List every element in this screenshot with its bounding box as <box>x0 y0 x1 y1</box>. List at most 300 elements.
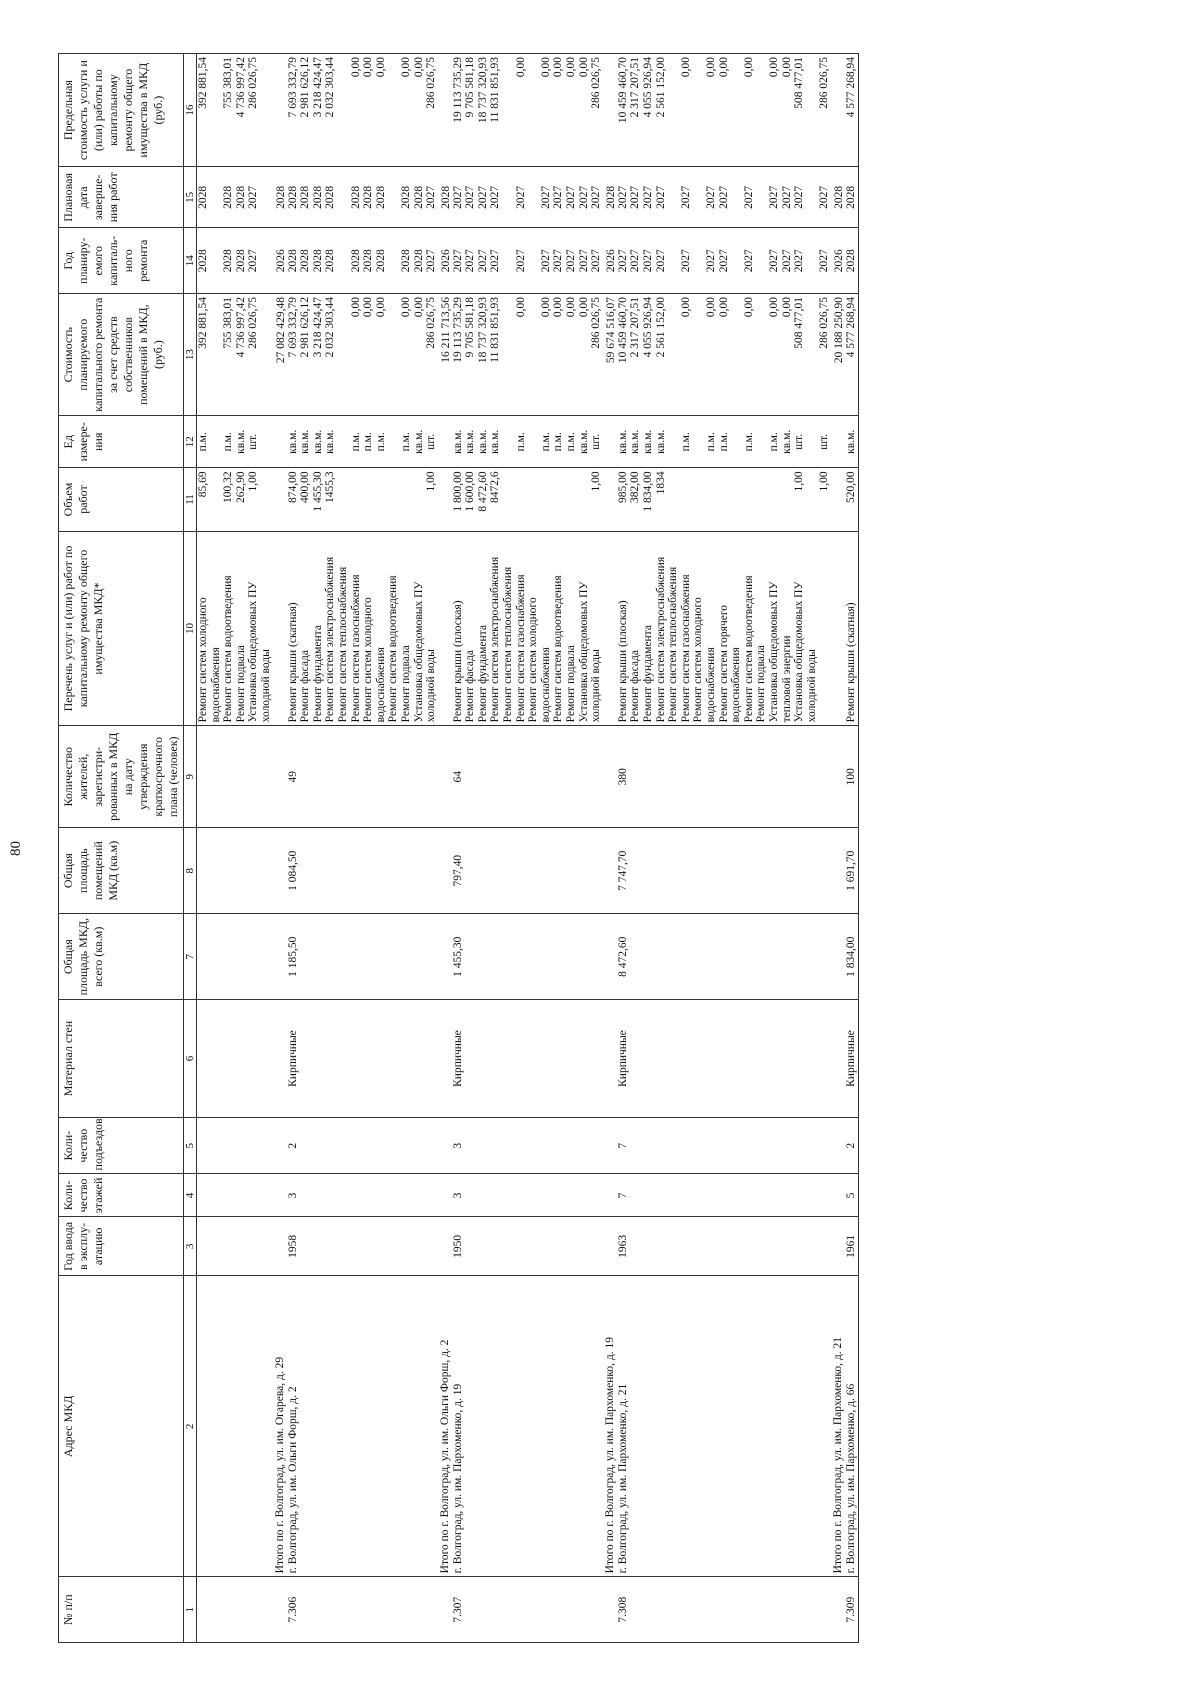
end-date: 2028 <box>197 185 209 209</box>
plan-year: 2027 <box>793 249 806 273</box>
col-header: Стоимость планируемого капитального ремонта за счет средств собственников помещений в МКД, (руб.) <box>59 294 184 416</box>
work-volume: 520,00 <box>844 471 857 503</box>
work-cost-cell <box>452 294 603 416</box>
work-unit: п.м. <box>197 432 209 452</box>
total-cell <box>831 1000 845 1118</box>
work-item-list <box>845 535 858 723</box>
total-cell <box>831 828 845 914</box>
plan-year: 2027 <box>489 249 502 273</box>
plan-year: 2028 <box>324 249 337 273</box>
work-cost-cell <box>197 294 273 416</box>
work-volume: 1834 <box>654 471 667 495</box>
limit-cost: 0,00 <box>399 57 412 78</box>
limit-cost <box>806 57 819 163</box>
end-date: 2027 <box>425 185 438 209</box>
total-cell <box>831 228 845 294</box>
end-date: 2028 <box>286 185 299 209</box>
total-cell <box>273 914 287 1000</box>
work-volume-cell <box>287 468 438 531</box>
work-item: Ремонт систем холодного водоснабжения <box>197 597 222 723</box>
work-cost: 9 705 581,18 <box>464 297 477 358</box>
work-volume: 1,00 <box>818 471 831 492</box>
house-row <box>617 54 831 1643</box>
plan-year: 2028 <box>412 249 425 273</box>
end-date: 2027 <box>476 185 489 209</box>
end-date-list <box>287 170 438 224</box>
total-row <box>603 54 617 1643</box>
work-cost: 0,00 <box>767 297 780 318</box>
limit-cost: 0,00 <box>780 57 793 78</box>
total-cost: 59 674 516,07 <box>604 297 617 364</box>
work-volume: 1,00 <box>425 471 438 492</box>
work-unit: кв.м. <box>654 429 667 454</box>
limit-cost-list <box>617 57 831 163</box>
limit-cost: 286 026,75 <box>425 57 438 109</box>
work-volume <box>362 471 375 527</box>
total-area-cell <box>845 914 858 1000</box>
end-date: 2027 <box>818 185 831 209</box>
column-number: 3 <box>184 1217 197 1276</box>
total-cell <box>273 54 287 167</box>
work-item: Ремонт систем электроснабжения <box>654 556 667 723</box>
house-address-cell <box>287 1276 438 1577</box>
resident-count-cell <box>197 726 273 828</box>
work-cost: 0,00 <box>349 297 362 318</box>
plan-year: 2027 <box>654 249 667 273</box>
total-cell <box>603 416 617 468</box>
work-item: Ремонт фундамента <box>476 625 489 723</box>
work-volume-cell <box>197 468 273 531</box>
end-date: 2028 <box>374 185 387 209</box>
work-volume <box>337 471 350 527</box>
work-unit: п.м. <box>717 432 730 452</box>
entrance-count-cell <box>845 1117 858 1174</box>
total-cell <box>603 1117 617 1174</box>
work-cost: 286 026,75 <box>590 297 603 349</box>
work-item: Ремонт систем водоотведения <box>222 575 235 723</box>
total-cell <box>603 531 617 726</box>
work-item: Ремонт систем теплоснабжения <box>336 566 349 723</box>
column-number: 15 <box>184 167 197 228</box>
work-item-cell <box>617 531 831 726</box>
resident-count-cell <box>845 726 858 828</box>
end-date-cell <box>287 167 438 228</box>
work-unit-list <box>287 419 438 464</box>
work-volume: 1,00 <box>590 471 603 492</box>
entrance-count: 3 <box>451 1142 464 1149</box>
limit-cost: 0,00 <box>767 57 780 78</box>
work-item: Ремонт систем холодного водоснабжения <box>527 597 552 723</box>
plan-year-list <box>845 231 858 290</box>
end-date: 2027 <box>717 185 730 209</box>
work-unit <box>502 419 515 464</box>
work-unit: п.м. <box>565 432 578 452</box>
work-volume: 1,00 <box>247 471 260 492</box>
total-cell <box>273 1217 287 1276</box>
end-date: 2027 <box>642 185 654 209</box>
work-unit: п.м. <box>679 432 692 452</box>
work-item: Ремонт систем водоотведения <box>387 575 400 723</box>
work-cost: 0,00 <box>577 297 590 318</box>
work-volume-list <box>452 471 603 527</box>
col-header: Год ввода в эксплу-атацию <box>59 1217 184 1276</box>
end-date: 2027 <box>629 185 642 209</box>
end-date-list <box>452 170 603 224</box>
resident-count: 49 <box>286 771 299 783</box>
total-cell <box>438 1217 452 1276</box>
work-volume: 8472,6 <box>489 471 502 503</box>
work-cost: 0,00 <box>514 297 527 318</box>
end-date: 2027 <box>679 185 692 209</box>
total-label: Итого по г. Волгоград, ул. им. Ольги Форш, д. 2 <box>438 1339 451 1574</box>
total-cell <box>273 726 287 828</box>
col-header: Общая площадь МКД, всего (кв.м) <box>59 914 184 1000</box>
work-cost-list <box>197 297 260 412</box>
plan-year: 2027 <box>818 249 831 273</box>
total-cost: 20 188 250,90 <box>832 297 845 364</box>
work-item-list <box>617 535 819 723</box>
work-item: Установка общедомовых ПУ холодной воды <box>577 581 603 723</box>
column-number: 6 <box>184 1000 197 1118</box>
work-unit: кв.м. <box>286 429 299 454</box>
plan-year-list <box>287 231 438 290</box>
rooms-area-cell <box>287 828 438 914</box>
work-cost: 0,00 <box>565 297 578 318</box>
column-number: 10 <box>184 531 197 726</box>
work-unit: п.м. <box>514 432 527 452</box>
plan-year-list <box>452 231 603 290</box>
limit-cost: 3 218 424,47 <box>311 57 324 118</box>
work-unit: п.м. <box>767 432 780 452</box>
end-date: 2028 <box>399 185 412 209</box>
work-volume: 1 455,30 <box>311 471 324 512</box>
work-unit: кв.м. <box>451 429 464 454</box>
floor-count: 5 <box>844 1192 857 1199</box>
plan-year-cell <box>617 228 831 294</box>
resident-count-cell <box>452 726 603 828</box>
work-cost-cell <box>617 294 831 416</box>
work-unit-list <box>845 419 858 464</box>
plan-year: 2028 <box>399 249 412 273</box>
work-item-cell <box>197 531 273 726</box>
limit-cost-list <box>845 57 858 163</box>
total-cell <box>831 468 845 531</box>
floor-count-cell <box>197 1174 273 1217</box>
end-date <box>210 170 223 224</box>
work-volume-list <box>845 471 858 527</box>
total-cell <box>273 1276 287 1577</box>
end-date: 2028 <box>324 185 337 209</box>
total-cell <box>438 468 452 531</box>
plan-year: 2027 <box>742 249 755 273</box>
work-item: Ремонт систем электроснабжения <box>324 556 337 723</box>
limit-cost: 0,00 <box>704 57 717 78</box>
year-built: 1950 <box>451 1234 464 1258</box>
total-cell <box>603 1000 617 1118</box>
end-date: 2027 <box>552 185 565 209</box>
house-address: г. Волгоград, ул. им. Пархоменко, д. 21 <box>616 1383 629 1574</box>
total-label: Итого по г. Волгоград, ул. им. Пархоменко, д. 19 <box>603 1337 616 1574</box>
total-cell <box>273 416 287 468</box>
plan-year-cell <box>197 228 273 294</box>
work-item: Ремонт систем теплоснабжения <box>502 566 515 723</box>
total-end-date: 2028 <box>832 185 845 209</box>
work-unit <box>210 419 223 464</box>
limit-cost: 11 831 851,93 <box>489 57 502 123</box>
work-item: Ремонт фундамента <box>642 625 654 723</box>
rooms-area-cell <box>197 828 273 914</box>
work-unit: кв.м. <box>324 429 337 454</box>
work-item-list <box>197 535 273 723</box>
total-cell <box>603 726 617 828</box>
year-built-cell <box>452 1217 603 1276</box>
plan-year <box>730 231 743 290</box>
total-cell <box>273 228 287 294</box>
total-label: Итого по г. Волгоград, ул. им. Огарева, д. 29 <box>273 1356 286 1574</box>
work-cost: 4 736 997,42 <box>234 297 247 358</box>
work-volume <box>667 471 680 527</box>
total-cell <box>438 167 452 228</box>
limit-cost <box>667 57 680 163</box>
work-unit: кв.м. <box>311 429 324 454</box>
limit-cost: 755 383,01 <box>222 57 235 109</box>
work-item: Ремонт крыши (плоская) <box>451 600 464 723</box>
end-date <box>387 170 400 224</box>
total-cost: 16 211 713,56 <box>439 297 452 363</box>
work-volume <box>527 471 540 527</box>
plan-year: 2028 <box>234 249 247 273</box>
limit-cost-cell <box>845 54 858 167</box>
work-unit: кв.м. <box>629 429 642 454</box>
work-volume <box>755 471 768 527</box>
plan-year: 2027 <box>642 249 654 273</box>
work-cost-cell <box>845 294 858 416</box>
work-cost <box>527 297 540 412</box>
work-cost: 2 561 152,00 <box>654 297 667 358</box>
work-unit: кв.м. <box>464 429 477 454</box>
wall-material-cell <box>197 1000 273 1118</box>
total-cell <box>438 914 452 1000</box>
work-item: Ремонт крыши (скатная) <box>844 602 857 723</box>
work-unit: п.м. <box>552 432 565 452</box>
year-built-cell <box>617 1217 831 1276</box>
work-cost: 508 477,01 <box>793 297 806 349</box>
work-item: Установка общедомовых ПУ холодной воды <box>412 581 438 723</box>
total-cell <box>831 1276 845 1577</box>
total-area-cell <box>617 914 831 1000</box>
plan-year: 2027 <box>514 249 527 273</box>
end-date: 2027 <box>780 185 793 209</box>
page-number: 80 <box>8 841 24 856</box>
work-volume <box>768 471 781 527</box>
limit-cost: 0,00 <box>742 57 755 78</box>
work-volume <box>806 471 819 527</box>
rooms-area: 797,40 <box>451 854 464 887</box>
total-area: 1 834,00 <box>844 936 857 977</box>
work-volume <box>781 471 794 527</box>
work-item: Ремонт систем теплоснабжения <box>667 566 680 723</box>
work-unit: кв.м. <box>616 429 629 454</box>
limit-cost: 508 477,01 <box>793 57 806 109</box>
house-number-cell <box>452 1577 603 1643</box>
end-date: 2027 <box>489 185 502 209</box>
limit-cost: 4 736 997,42 <box>234 57 247 118</box>
total-cell <box>603 1217 617 1276</box>
work-cost: 0,00 <box>704 297 717 318</box>
total-cell <box>273 531 287 726</box>
work-unit: кв.м. <box>299 429 312 454</box>
plan-year <box>755 231 768 290</box>
work-cost <box>387 297 400 412</box>
end-date-cell <box>845 167 858 228</box>
end-date: 2027 <box>247 185 260 209</box>
work-unit <box>667 419 680 464</box>
work-cost: 0,00 <box>539 297 552 318</box>
house-number: 7.308 <box>616 1596 629 1623</box>
house-address-cell <box>197 1276 273 1577</box>
plan-year: 2027 <box>717 249 730 273</box>
work-cost: 0,00 <box>412 297 425 318</box>
wall-material-cell <box>287 1000 438 1118</box>
house-number: 7.309 <box>844 1596 857 1623</box>
plan-year <box>337 231 350 290</box>
work-unit: шт. <box>793 433 806 450</box>
limit-cost: 0,00 <box>412 57 425 78</box>
total-cell <box>831 1117 845 1174</box>
total-cell <box>603 828 617 914</box>
work-item: Ремонт подвала <box>399 645 412 723</box>
work-volume <box>502 471 515 527</box>
total-cell <box>273 468 287 531</box>
house-address-cell <box>452 1276 603 1577</box>
plan-year <box>387 231 400 290</box>
end-date <box>730 170 743 224</box>
end-date: 2027 <box>539 185 552 209</box>
column-number: 11 <box>184 468 197 531</box>
limit-cost: 0,00 <box>362 57 375 78</box>
work-volume-list <box>617 471 831 527</box>
work-cost: 0,00 <box>374 297 387 318</box>
house-address: г. Волгоград, ул. им. Ольги Форш, д. 2 <box>286 1386 299 1574</box>
end-date-list <box>197 170 260 224</box>
plan-year: 2027 <box>616 249 629 273</box>
end-date-cell <box>617 167 831 228</box>
col-header: Перечень услуг и (или) работ по капитальному ремонту общего имущества МКД* <box>59 531 184 726</box>
column-number: 1 <box>184 1577 197 1643</box>
work-cost: 0,00 <box>742 297 755 318</box>
work-cost: 392 881,54 <box>197 297 209 349</box>
plan-year <box>210 231 223 290</box>
plan-year: 2027 <box>590 249 603 273</box>
work-volume <box>350 471 363 527</box>
limit-cost: 0,00 <box>539 57 552 78</box>
limit-cost-cell <box>452 54 603 167</box>
work-unit <box>387 419 400 464</box>
work-volume: 1 834,00 <box>642 471 654 512</box>
total-cell <box>438 1577 452 1643</box>
work-cost: 19 113 735,29 <box>451 297 464 363</box>
end-date: 2028 <box>222 185 235 209</box>
limit-cost-list <box>287 57 438 163</box>
limit-cost: 7 693 332,79 <box>286 57 299 118</box>
work-item-cell <box>845 531 858 726</box>
limit-cost: 2 317 207,51 <box>629 57 642 118</box>
plan-year: 2028 <box>286 249 299 273</box>
limit-cost: 18 737 320,93 <box>476 57 489 124</box>
work-unit: шт. <box>590 433 603 450</box>
work-unit-cell <box>617 416 831 468</box>
end-date <box>755 170 768 224</box>
work-cost <box>755 297 768 412</box>
total-cell <box>603 228 617 294</box>
work-item: Ремонт крыши (скатная) <box>286 602 299 723</box>
entrance-count-cell <box>197 1117 273 1174</box>
limit-cost: 4 577 268,94 <box>844 57 857 118</box>
limit-cost: 286 026,75 <box>247 57 260 109</box>
total-cell <box>831 914 845 1000</box>
floor-count-cell <box>845 1174 858 1217</box>
total-cell <box>438 1276 452 1577</box>
work-unit: шт. <box>247 433 260 450</box>
wall-material-cell <box>617 1000 831 1118</box>
work-item: Ремонт подвала <box>755 645 768 723</box>
total-area: 1 185,50 <box>286 936 299 977</box>
total-cell <box>438 1174 452 1217</box>
work-volume <box>730 471 743 527</box>
end-date: 2027 <box>793 185 806 209</box>
house-number-cell <box>617 1577 831 1643</box>
limit-cost-cell <box>197 54 273 167</box>
work-unit: п.м. <box>742 432 755 452</box>
work-cost: 7 693 332,79 <box>286 297 299 358</box>
work-unit-cell <box>197 416 273 468</box>
rooms-area-cell <box>452 828 603 914</box>
resident-count: 380 <box>616 768 629 786</box>
work-cost: 11 831 851,93 <box>489 297 502 363</box>
wall-material-cell <box>452 1000 603 1118</box>
plan-year: 2027 <box>780 249 793 273</box>
resident-count-cell <box>617 726 831 828</box>
year-built-cell <box>845 1217 858 1276</box>
total-area-cell <box>287 914 438 1000</box>
work-volume-cell <box>452 468 603 531</box>
work-unit: кв.м. <box>642 429 654 454</box>
end-date <box>692 170 705 224</box>
limit-cost: 19 113 735,29 <box>451 57 464 123</box>
work-cost: 0,00 <box>399 297 412 318</box>
total-area: 1 455,30 <box>451 936 464 977</box>
work-cost-list <box>845 297 858 412</box>
work-unit-cell <box>452 416 603 468</box>
total-row <box>831 54 845 1643</box>
work-volume: 1,00 <box>793 471 806 492</box>
work-unit <box>755 419 768 464</box>
plan-year: 2028 <box>374 249 387 273</box>
end-date <box>806 170 819 224</box>
work-cost <box>210 297 223 412</box>
limit-cost: 2 032 303,44 <box>324 57 337 118</box>
work-volume <box>515 471 528 527</box>
total-cell <box>438 531 452 726</box>
total-year: 2026 <box>274 249 287 273</box>
plan-year: 2027 <box>629 249 642 273</box>
work-volume-list <box>287 471 438 527</box>
plan-year: 2027 <box>247 249 260 273</box>
limit-cost <box>502 57 515 163</box>
column-number: 2 <box>184 1276 197 1577</box>
limit-cost: 0,00 <box>514 57 527 78</box>
col-header: Общая площадь помещений МКД (кв.м) <box>59 828 184 914</box>
